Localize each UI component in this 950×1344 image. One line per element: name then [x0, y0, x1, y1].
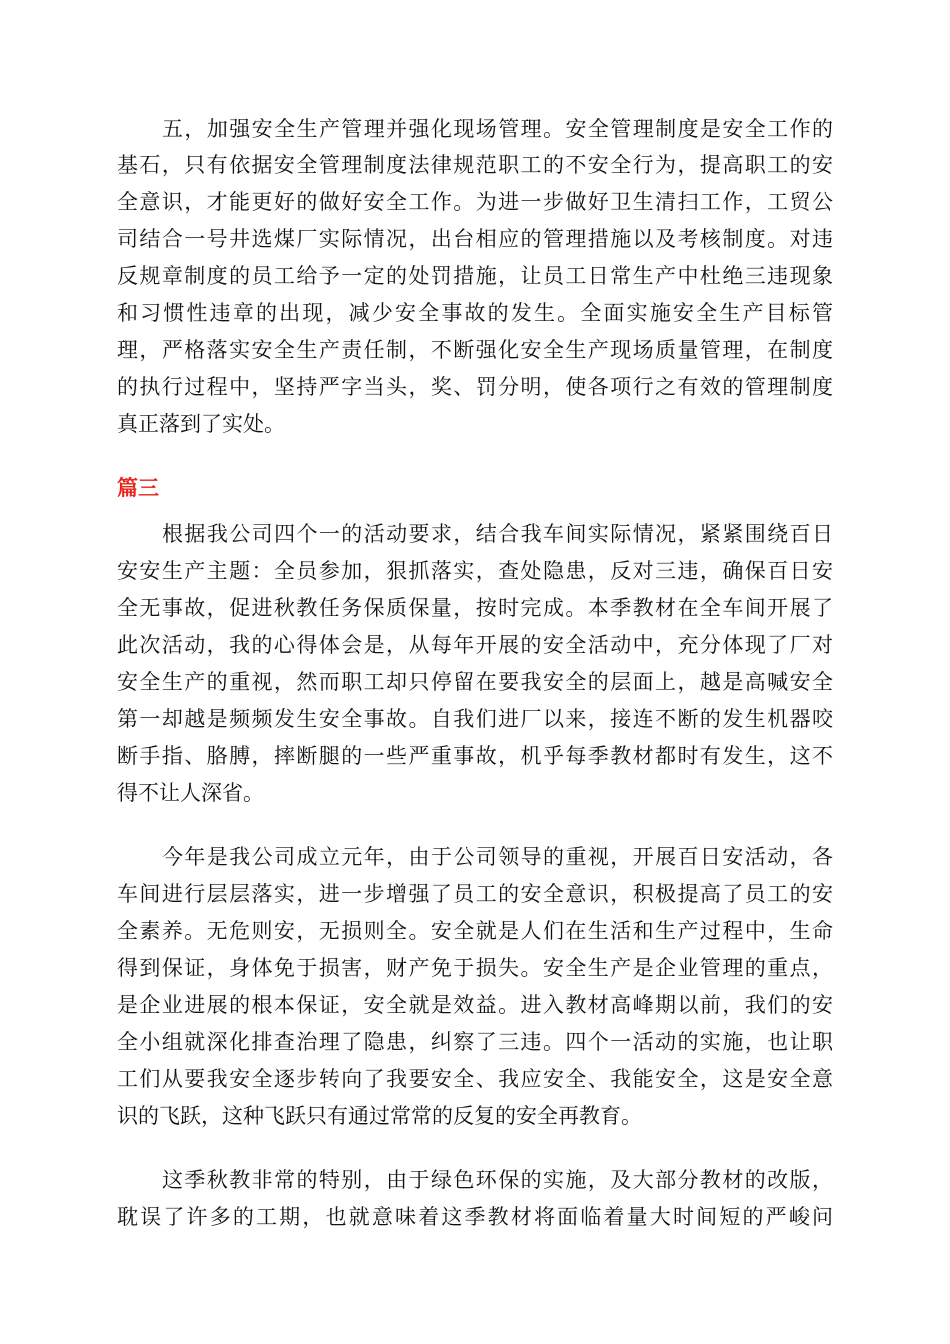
text-line: 这季秋教非常的特别，由于绿色环保的实施，及大部分教材的改版， [162, 1168, 833, 1192]
text-line: 根据我公司四个一的活动要求，结合我车间实际情况，紧紧围绕百日 [162, 522, 833, 546]
text-line: 耽误了许多的工期，也就意味着这季教材将面临着量大时间短的严峻问 [117, 1205, 833, 1229]
text-line: 今年是我公司成立元年，由于公司领导的重视，开展百日安活动，各 [162, 845, 833, 869]
text-line: 安全生产的重视，然而职工却只停留在要我安全的层面上，越是高喊安全 [117, 670, 833, 694]
text-line: 识的飞跃，这种飞跃只有通过常常的反复的安全再教育。 [117, 1104, 642, 1128]
text-line: 是企业进展的根本保证，安全就是效益。进入教材高峰期以前，我们的安 [117, 993, 833, 1017]
section-heading: 篇三 [117, 476, 159, 500]
text-line: 全无事故，促进秋教任务保质保量，按时完成。本季教材在全车间开展了 [117, 596, 833, 620]
text-line: 得到保证，身体免于损害，财产免于损失。安全生产是企业管理的重点， [117, 956, 833, 980]
text-line: 第一却越是频频发生安全事故。自我们进厂以来，接连不断的发生机器咬 [117, 707, 833, 731]
text-line: 五，加强安全生产管理并强化现场管理。安全管理制度是安全工作的 [162, 117, 833, 141]
text-line: 全小组就深化排查治理了隐患，纠察了三违。四个一活动的实施，也让职 [117, 1030, 833, 1054]
text-line: 基石，只有依据安全管理制度法律规范职工的不安全行为，提高职工的安 [117, 153, 833, 177]
text-line: 断手指、胳膊，摔断腿的一些严重事故，机乎每季教材都时有发生，这不 [117, 744, 833, 768]
text-line: 此次活动，我的心得体会是，从每年开展的安全活动中，充分体现了厂对 [117, 633, 833, 657]
text-line: 安安生产主题：全员参加，狠抓落实，查处隐患，反对三违，确保百日安 [117, 559, 833, 583]
text-line: 的执行过程中，坚持严字当头，奖、罚分明，使各项行之有效的管理制度 [117, 375, 833, 399]
text-line: 和习惯性违章的出现，减少安全事故的发生。全面实施安全生产目标管 [117, 301, 833, 325]
text-line: 工们从要我安全逐步转向了我要安全、我应安全、我能安全，这是安全意 [117, 1067, 833, 1091]
text-line: 司结合一号井选煤厂实际情况，出台相应的管理措施以及考核制度。对违 [117, 227, 833, 251]
text-line: 反规章制度的员工给予一定的处罚措施，让员工日常生产中杜绝三违现象 [117, 264, 833, 288]
text-line: 理，严格落实安全生产责任制，不断强化安全生产现场质量管理，在制度 [117, 338, 833, 362]
text-line: 车间进行层层落实，进一步增强了员工的安全意识，积极提高了员工的安 [117, 882, 833, 906]
text-line: 真正落到了实处。 [117, 412, 285, 436]
text-line: 全素养。无危则安，无损则全。安全就是人们在生活和生产过程中，生命 [117, 919, 833, 943]
text-line: 全意识，才能更好的做好安全工作。为进一步做好卫生清扫工作，工贸公 [117, 190, 833, 214]
text-line: 得不让人深省。 [117, 781, 264, 805]
